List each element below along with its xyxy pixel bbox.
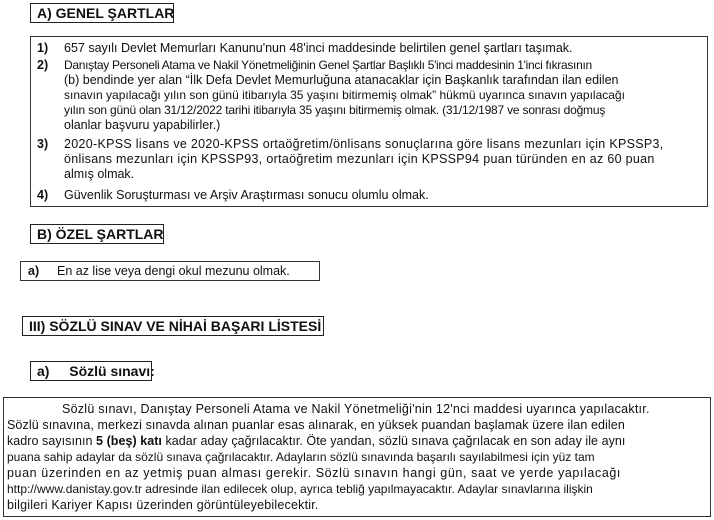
paragraph-line: puan üzerinden en az yetmiş puan alması gerekir. Sözlü sınavın hangi gün, saat ve yerde yapılacağı	[7, 466, 621, 480]
paragraph-line: bilgileri Kariyer Kapısı üzerinden görüntüleyebilecektir.	[7, 498, 319, 512]
item-text: olanlar başvuru yapabilirler.)	[64, 118, 221, 132]
paragraph-line: puana sahip adaylar da sözlü sınava çağrılacaktır. Adayların sözlü sınavında başarılı sayılabilmesi için yüz tam	[7, 450, 595, 464]
item-number: a)	[28, 264, 40, 278]
item-text: Güvenlik Soruşturması ve Arşiv Araştırması sonucu olumlu olmak.	[64, 188, 429, 202]
item-text: (b) bendinde yer alan “İlk Defa Devlet Memurluğuna atanacaklar için Başkanlık tarafından ilan edilen	[64, 73, 619, 87]
section-a-title: A) GENEL ŞARTLAR	[30, 3, 174, 23]
subsection-title: Sözlü sınavı:	[69, 363, 155, 379]
subsection-number: a)	[37, 363, 50, 379]
general-requirements-box	[30, 36, 708, 207]
paragraph-line: Sözlü sınavına, merkezi sınavda alınan puanlar esas alınarak, en yüksek puandan başlamak üzere ilan edilen	[7, 418, 625, 432]
text-run: kadar aday çağrılacaktır. Öte yandan, sözlü sınava çağrılacak en son aday ile aynı	[161, 434, 626, 448]
oral-exam-heading	[30, 361, 155, 381]
oral-exam-box	[3, 397, 711, 517]
item-text: 2020-KPSS lisans ve 2020-KPSS ortaöğretim/önlisans sonuçlarına göre lisans mezunları için KPSSP3,	[64, 137, 664, 151]
paragraph-line: Sözlü sınavı, Danıştay Personeli Atama ve Nakil Yönetmeliği'nin 12'nci maddesi uyarınca yapılacaktır.	[62, 402, 650, 416]
item-text: En az lise veya dengi okul mezunu olmak.	[57, 264, 290, 278]
paragraph-line	[7, 434, 625, 449]
item-text: Danıştay Personeli Atama ve Nakil Yönetmeliğinin Genel Şartlar Başlıklı 5'inci maddesinin 1'inci fıkrasının	[64, 58, 592, 72]
item-text: 657 sayılı Devlet Memurları Kanunu'nun 48'inci maddesinde belirtilen genel şartları taşımak.	[64, 41, 573, 55]
item-number: 3)	[37, 137, 49, 151]
paragraph-line: http://www.danistay.gov.tr adresinde ilan edilecek olup, ayrıca tebliğ yapılmayacaktır. Adaylar sınavlarına ilişkin	[7, 482, 593, 496]
item-number: 4)	[37, 188, 49, 202]
item-text: önlisans mezunları için KPSSP93, ortaöğretim mezunları için KPSSP94 puan türünden en az 60 puan	[64, 152, 655, 166]
section-iii-title: III) SÖZLÜ SINAV VE NİHAİ BAŞARI LİSTESİ	[22, 316, 324, 336]
item-number: 1)	[37, 41, 49, 55]
item-text: almış olmak.	[64, 167, 135, 181]
item-text: sınavın yapılacağı yılın son günü itibarıyla 35 yaşını bitirmemiş olmak” hükmü uyarınca sınavın yapılacağı	[64, 88, 625, 102]
section-b-title: B) ÖZEL ŞARTLAR	[30, 224, 164, 244]
item-text: yılın son günü olan 31/12/2022 tarihi itibarıyla 35 yaşını bitirmemiş olmak. (31/12/1987 ve sonrası doğmuş	[64, 103, 606, 117]
text-run: kadro sayısının	[7, 434, 97, 448]
special-requirements-box	[20, 261, 320, 281]
item-number: 2)	[37, 58, 49, 72]
emphasis-run: 5 (beş) katı	[96, 434, 162, 448]
